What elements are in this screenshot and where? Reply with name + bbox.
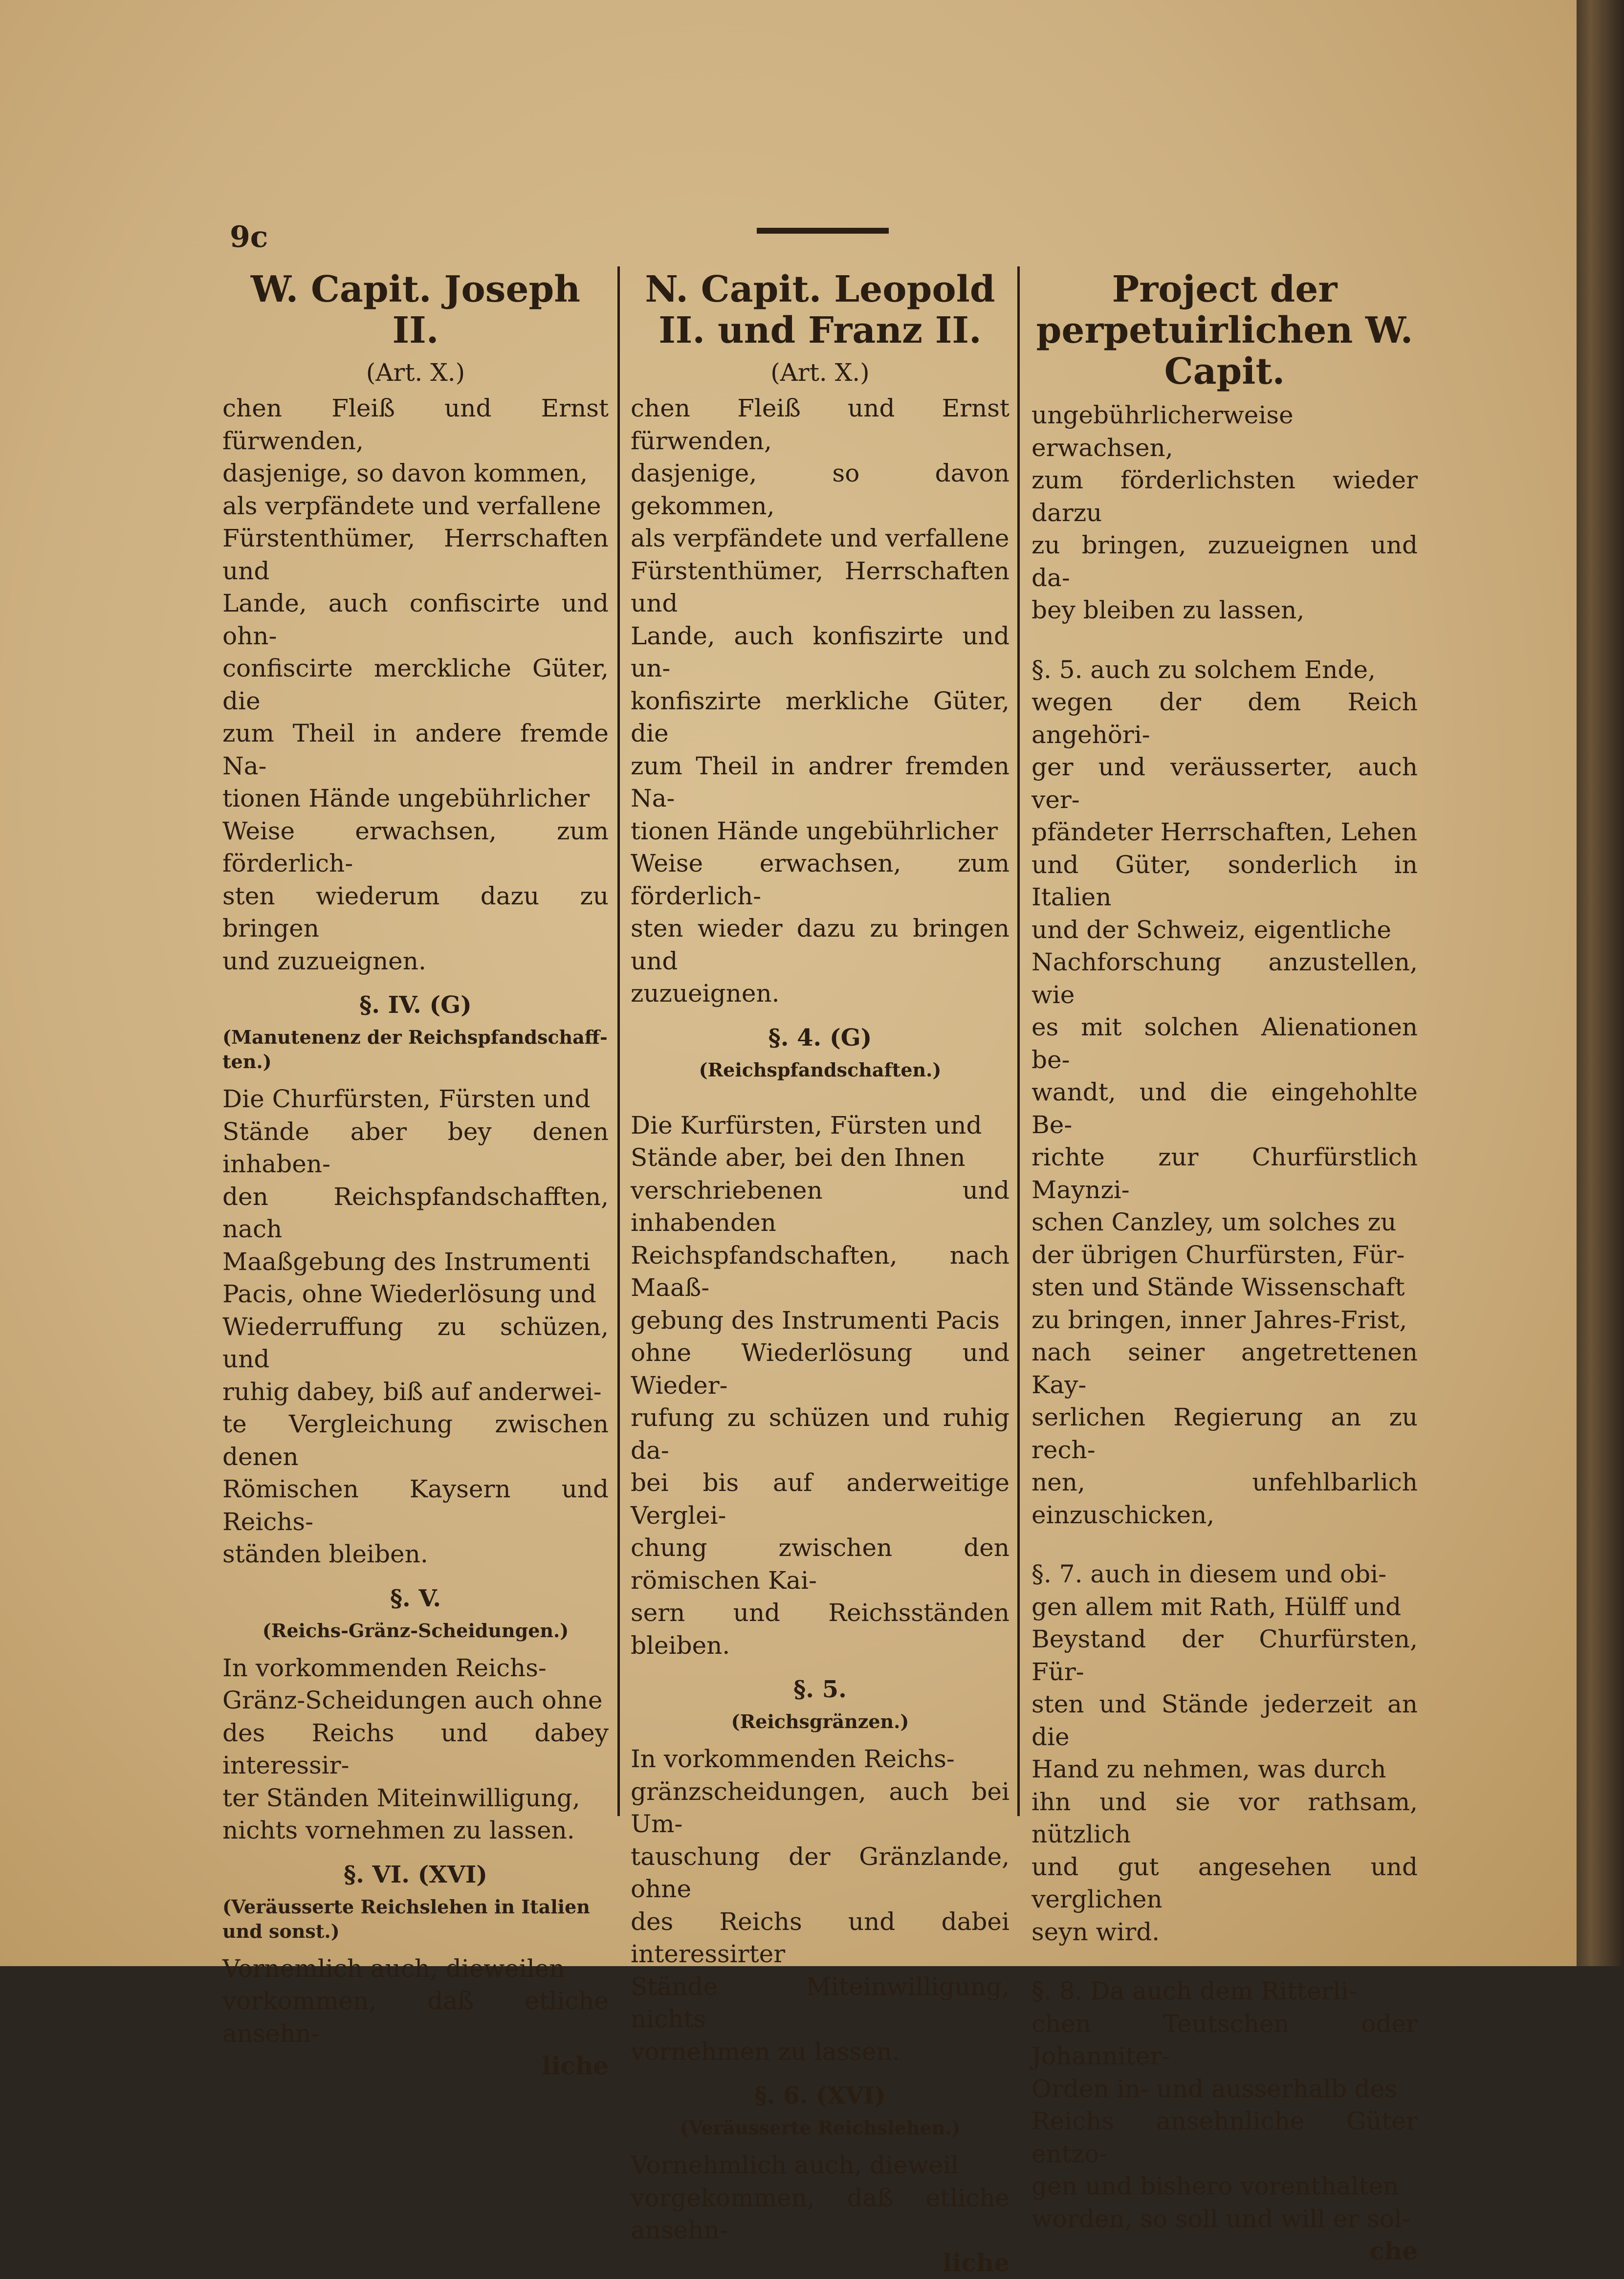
paragraph: In vorkommenden Reichs- Gränz-Scheidungen auch ohne des Reichs und dabey interessir- ter Ständen Miteinwilligung, nichts vornehmen zu lassen. — [222, 1653, 609, 1844]
section-number: §. V. — [390, 1584, 441, 1612]
page-number: 9c — [230, 220, 268, 254]
paragraph: Die Churfürsten, Fürsten und Stände aber bey denen inhaben- den Reichspfandschafften, nach Maaßgebung des Instrumenti Pacis, ohne Wiederlösung und Wiederruffung zu schüzen, und ruhig dabey, biß auf anderwei- te Vergleichung zwischen denen Römischen Kaysern und Reichs- ständen bleiben. — [222, 1085, 609, 1568]
column-divider — [1017, 266, 1020, 1816]
section-rubric: (Veräusserte Reichslehen.) — [680, 2117, 961, 2139]
paragraph: ungebührlicherweise erwachsen, zum förderlichsten wieder darzu zu bringen, zuzueignen und da- bey bleiben zu lassen, — [1031, 401, 1418, 624]
column-leopold-franz — [631, 269, 1010, 2279]
catchword: che — [1369, 2236, 1418, 2265]
paragraph: Vornemlich auch, dieweilen vorkommen, daß etliche ansehn- — [222, 1954, 609, 2048]
section-number: §. 4. (G) — [768, 1024, 872, 1052]
paragraph: §. 8. Da auch dem Ritterli- chen Teutschen oder Johanniter- Orden in- und ausserhalb des Reichs ansehnliche Güter entzo- gen und bishero vorenthalten worden, so soll und will er sol- — [1031, 1977, 1418, 2233]
article-label: (Art. X.) — [366, 358, 465, 387]
paragraph: §. 7. auch in diesem und obi- gen allem mit Rath, Hülff und Beystand der Churfürsten, Für- sten und Stände jederzeit an die Hand zu nehmen, was durch ihn und sie vor rathsam, nützlich und gut angesehen und verglichen seyn wird. — [1031, 1560, 1418, 1946]
paragraph: In vorkommenden Reichs- gränzscheidungen, auch bei Um- tauschung der Gränzlande, ohne des Reichs und dabei interessirter Stände Miteinwilligung, nichts vornehmen zu lassen. — [631, 1745, 1010, 2066]
section-rubric: (Reichspfandschaften.) — [699, 1058, 942, 1081]
column-joseph-ii — [222, 269, 609, 2082]
column-heading: N. Capit. Leopold II. und Franz II. — [645, 268, 995, 351]
section-number: §. 6. (XVI) — [754, 2082, 886, 2109]
column-perpetual-project — [1031, 269, 1418, 2267]
section-number: §. VI. (XVI) — [344, 1861, 487, 1888]
section-rubric: (Reichs-Gränz-Scheidungen.) — [262, 1619, 569, 1642]
section-number: §. IV. (G) — [359, 991, 472, 1019]
section-number: §. 5. — [793, 1676, 847, 1703]
catchword: liche — [943, 2248, 1010, 2277]
paragraph: Vornehmlich auch, dieweil vorgekommen, daß etliche ansehn- — [631, 2151, 1010, 2244]
paragraph: chen Fleiß und Ernst fürwenden, dasjenige, so davon gekommen, als verpfändete und verfallene Fürstenthümer, Herrschaften und Lande, auch konfiszirte und un- konfiszirte merkliche Güter, die zum Theil in andrer fremden Na- tionen Hände ungebührlicher Weise erwachsen, zum förderlich- sten wieder dazu zu bringen und zuzueignen. — [631, 394, 1010, 1008]
paragraph: §. 5. auch zu solchem Ende, wegen der dem Reich angehöri- ger und veräusserter, auch ver- pfändeter Herrschaften, Lehen und Güter, sonderlich in Italien und der Schweiz, eigentliche Nachforschung anzustellen, wie es mit solchen Alienationen be- wandt, und die eingehohlte Be- richte zur Churfürstlich Maynzi- schen Canzley, um solches zu der übrigen Churfürsten, Für- sten und Stände Wissenschaft zu bringen, inner Jahres-Frist, nach seiner angetrettenen Kay- serlichen Regierung an zu rech- nen, unfehlbarlich einzuschicken, — [1031, 655, 1418, 1529]
paragraph: Die Kurfürsten, Fürsten und Stände aber, bei den Ihnen verschriebenen und inhabenden Reichspfandschaften, nach Maaß- gebung des Instrumenti Pacis ohne Wiederlösung und Wieder- rufung zu schüzen und ruhig da- bei bis auf anderweitige Verglei- chung zwischen den römischen Kai- sern und Reichsständen bleiben. — [631, 1111, 1010, 1660]
paragraph: chen Fleiß und Ernst fürwenden, dasjenige, so davon kommen, als verpfändete und verfallene Fürstenthümer, Herrschaften und Lande, auch confiscirte und ohn- confiscirte merckliche Güter, die zum Theil in andere fremde Na- tionen Hände ungebührlicher Weise erwachsen, zum förderlich- sten wiederum dazu zu bringen und zuzueignen. — [222, 394, 609, 975]
section-rubric: (Manutenenz der Reichspfandschaff- ten.) — [222, 1026, 608, 1073]
column-divider — [617, 266, 620, 1816]
column-heading: W. Capit. Joseph II. — [250, 268, 581, 351]
catchword: liche — [542, 2051, 609, 2080]
column-heading: Project der perpetuirlichen W. Capit. — [1036, 268, 1413, 393]
header-rule — [757, 228, 889, 234]
article-label: (Art. X.) — [770, 358, 870, 387]
section-rubric: (Veräusserte Reichslehen in Italien und sonst.) — [222, 1895, 590, 1942]
section-rubric: (Reichsgränzen.) — [731, 1710, 909, 1732]
book-binding-edge — [1577, 0, 1624, 1966]
